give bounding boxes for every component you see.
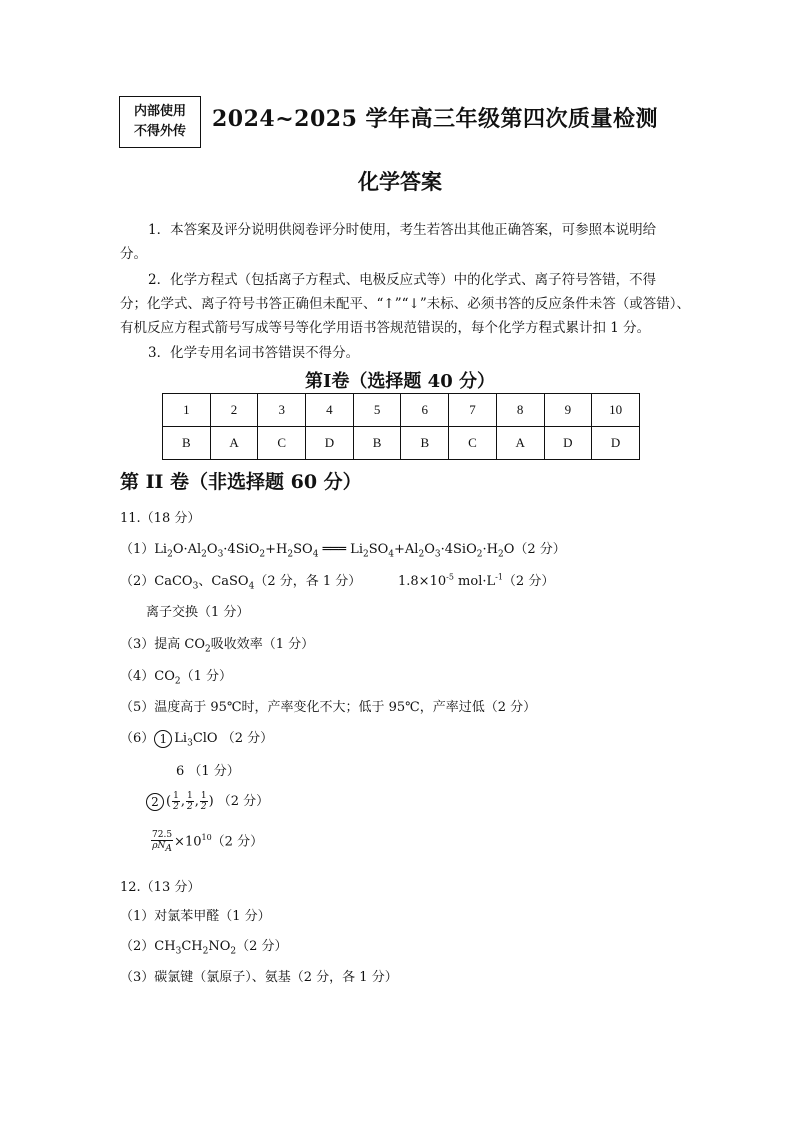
instruction-2-cont-2: 有机反应方程式箭号写成等号等化学用语书答规范错误的，每个化学方程式累计扣 1 分。 (120, 320, 651, 336)
answer-cell: B (353, 427, 401, 460)
question-number: 4 (306, 394, 354, 427)
q11-precipitates: CaCO$_3$、CaSO$_4$ (154, 574, 255, 592)
answer-cell: A (210, 427, 258, 460)
answer-table (162, 393, 640, 460)
answer-cell: A (496, 427, 544, 460)
document-subtitle: 化学答案 (358, 169, 442, 194)
section-1-title: 第Ⅰ卷（选择题 40 分） (304, 371, 495, 392)
q11-equation: $Li_2O\cdot Al_2O_3\cdot 4SiO_2+H_2SO_4$ ═══ $Li_2SO_4+Al_2O_3\cdot 4SiO_2\cdot H_2O$ (154, 542, 515, 560)
stamp-line-1: 内部使用 (133, 104, 186, 119)
q12-formula: $CH_3CH_2NO_2$ (154, 939, 237, 957)
stamp-line-2: 不得外传 (133, 124, 186, 139)
question-number: 7 (449, 394, 497, 427)
q11-part1: $(1)Li_2O\cdot Al_2O_3\cdot 4SiO_2+H_2SO_4$ ═══ $Li_2SO_4+Al_2O_3\cdot 4SiO_2\cdot H_2O(2$ 分） (120, 542, 566, 560)
answer-row (163, 427, 640, 460)
q12-part1: （1）对氯苯甲醛（1 分） (120, 909, 271, 924)
answer-cell: D (544, 427, 592, 460)
q11-part6-3: $\frac{72.5}{\rho N_A}$ $\times 10^{10}(2$ 分） (152, 830, 264, 854)
circled-number-2: 2 (146, 793, 164, 811)
question-number: 6 (401, 394, 449, 427)
fractional-coordinates: ( $\frac{1}{2}$ , $\frac{1}{2}$ , $\frac{1}{2}$ ) (166, 791, 214, 812)
q11-part6-coordination: 6 （1 分） (176, 764, 240, 779)
answer-cell: B (401, 427, 449, 460)
q11-part5: （5）温度高于 95℃时，产率变化不大；低于 95℃，产率过低（2 分） (120, 700, 537, 715)
instruction-1: 1．本答案及评分说明供阅卷评分时使用，考生若答出其他正确答案，可参照本说明给 (148, 222, 657, 238)
instruction-1-cont: 分。 (120, 246, 147, 262)
section-2-title: 第 II 卷（非选择题 60 分） (120, 471, 362, 493)
question-number: 3 (258, 394, 306, 427)
answer-cell: C (258, 427, 306, 460)
q12-heading: 12.（13 分） (120, 880, 201, 895)
answer-cell: C (449, 427, 497, 460)
question-number: 8 (496, 394, 544, 427)
q11-part6-2: 2 ( $\frac{1}{2}$ , $\frac{1}{2}$ , $\frac{1}{2}$ ) （2 分） (146, 790, 269, 812)
question-number: 9 (544, 394, 592, 427)
q12-part3: （3）碳氯键（氯原子）、氨基（2 分，各 1 分） (120, 970, 398, 985)
answer-cell: D (592, 427, 640, 460)
q11-part3: （3）提高 $CO_2$吸收效率（1 分） (120, 637, 315, 655)
q11-part2-b: $1.8\times 10^{-5}$ $mol\cdot L^{-1}(2$ 分） (398, 572, 555, 589)
q11-part4: $(4)CO_2(1$ 分） (120, 669, 233, 687)
density-fraction: $\frac{72.5}{\rho N_A}$ (152, 830, 173, 854)
instruction-3: 3．化学专用名词书答错误不得分。 (148, 345, 360, 361)
q11-heading: 11.（18 分） (120, 511, 201, 526)
confidential-stamp (119, 96, 201, 148)
q11-part2-a: （2）CaCO$_3$、CaSO$_4$（2 分，各 1 分） (120, 574, 362, 592)
q11-part2-c: 离子交换（1 分） (146, 605, 250, 620)
instruction-2-cont-1: 分；化学式、离子符号书答正确但未配平、“↑”“↓”未标、必须书答的反应条件未答（或答错）、 (120, 296, 690, 312)
question-number: 2 (210, 394, 258, 427)
answer-cell: B (163, 427, 211, 460)
question-number-row (163, 394, 640, 427)
circled-number-1: 1 (154, 730, 172, 748)
question-number: 5 (353, 394, 401, 427)
answer-cell: D (306, 427, 354, 460)
instruction-2: 2．化学方程式（包括离子方程式、电极反应式等）中的化学式、离子符号答错，不得 (148, 272, 657, 288)
question-number: 10 (592, 394, 640, 427)
q11-part6-1: （6） 1 $Li_3ClO$ （2 分） (120, 731, 274, 749)
q11-concentration: $1.8\times 10^{-5}$ $mol\cdot L^{-1}$ (398, 572, 503, 589)
q12-part2: $(2)CH_3CH_2NO_2(2$ 分） (120, 939, 288, 957)
question-number: 1 (163, 394, 211, 427)
document-title: 2024~2025 学年高三年级第四次质量检测 (212, 106, 659, 132)
